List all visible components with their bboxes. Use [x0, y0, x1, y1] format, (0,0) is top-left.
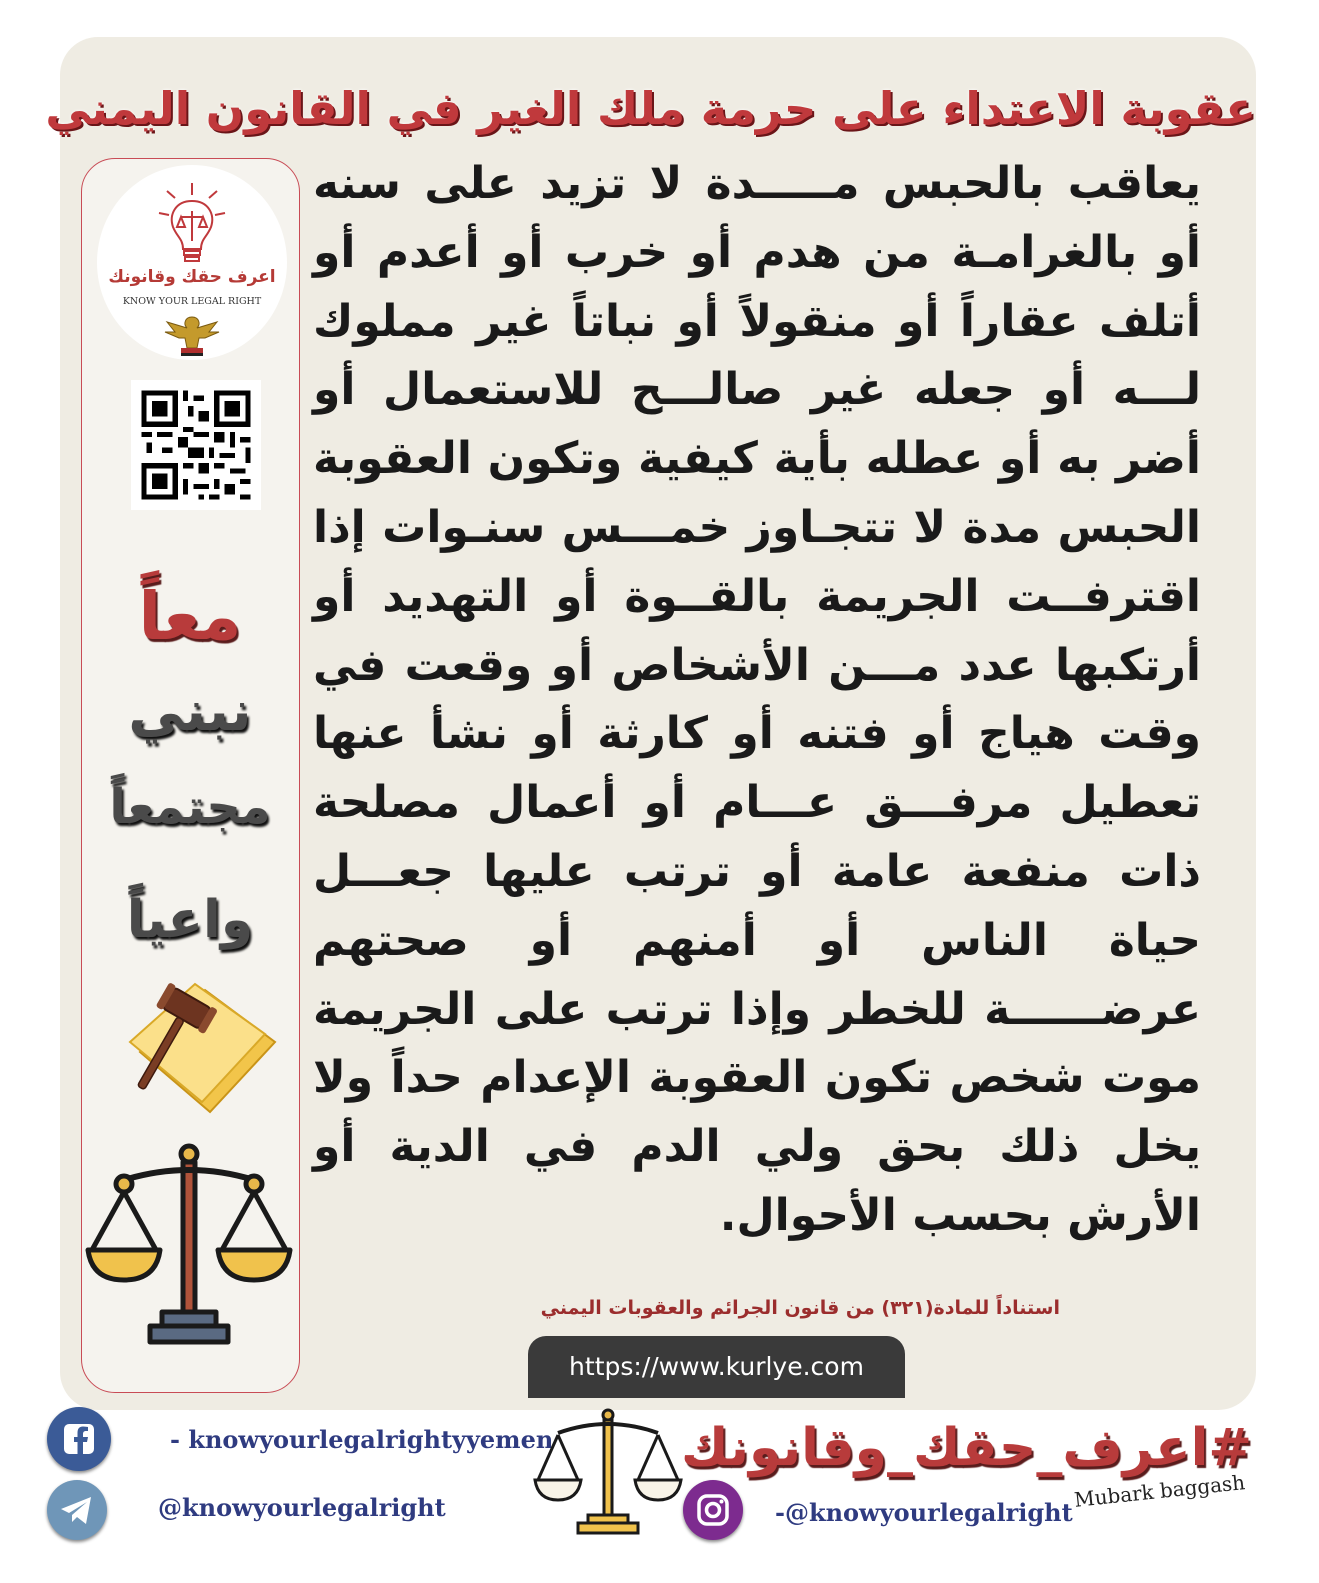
telegram-handle[interactable]: @knowyourlegalright — [158, 1493, 446, 1522]
page-title: عقوبة الاعتداء على حرمة ملك الغير في القانون اليمني — [45, 82, 1256, 135]
telegram-icon — [47, 1480, 107, 1540]
facebook-handle[interactable]: - knowyourlegalrightyyemen — [170, 1425, 554, 1454]
instagram-icon — [683, 1480, 743, 1540]
logo-english-name: KNOW YOUR LEGAL RIGHT — [122, 296, 262, 307]
article-body: يعاقب بالحبس مـــــدة لا تزيد على سنه أو بالغرامـة من هدم أو خرب أو أعدم أو أتلف عقاراً أو منقولاً أو نباتاً غير مملوك لـــه أو جعله غير صالـــح للاستعمال أو أضر به أو عطله بأية كيفية وتكون العقوبة الحبس مدة لا تتجـاوز خمـــس سنـوات إذا اقترفــت الجريمة بالقــوة أو التهديد أو أرتكبها عدد مـــن الأشخاص أو وقعت في وقت هياج أو فتنه أو كارثة أو نشأ عنها تعطيل مرفـــق عـــام أو أعمال مصلحة ذات منفعة عامة أو ترتب عليها جعـــل حياة الناس أو أمنهم أو صحتهم عرضــــــة للخطر وإذا ترتب على الجريمة موت شخص تكون العقوبة الإعدام حداً ولا يخل ذلك بحق ولي الدم في الدية أو الأرش بحسب الأحوال. — [313, 158, 1201, 1241]
instagram-handle[interactable]: -@knowyourlegalright — [775, 1498, 1073, 1527]
telegram-button[interactable] — [47, 1480, 107, 1540]
slogan-line-1: معاً — [138, 578, 242, 655]
gavel-folder-icon — [110, 982, 280, 1117]
logo-arabic-name: اعرف حقك وقانونك — [108, 267, 276, 287]
lightbulb-scale-logo-icon — [97, 165, 287, 275]
slogan-line-2: نبني — [128, 679, 252, 744]
qr-code-icon — [131, 380, 261, 510]
hashtag: #اعرف_حقك_وقانونك — [681, 1418, 1252, 1478]
small-justice-scales-icon — [533, 1405, 683, 1540]
author-signature: Mubark baggash — [1073, 1470, 1247, 1512]
justice-scales-icon — [84, 1140, 294, 1350]
facebook-icon — [47, 1407, 111, 1471]
eagle-emblem-icon — [157, 312, 227, 357]
instagram-button[interactable] — [683, 1480, 743, 1540]
qr-code[interactable] — [131, 380, 261, 510]
source-citation: استناداً للمادة(٣٢١) من قانون الجرائم والعقوبات اليمني — [540, 1297, 1060, 1319]
slogan-line-3: مجتمعاً — [109, 779, 271, 835]
facebook-button[interactable] — [47, 1407, 111, 1471]
slogan-line-4: واعياً — [126, 890, 254, 950]
brand-logo — [97, 165, 287, 360]
website-link[interactable]: https://www.kurlye.com — [528, 1336, 905, 1398]
